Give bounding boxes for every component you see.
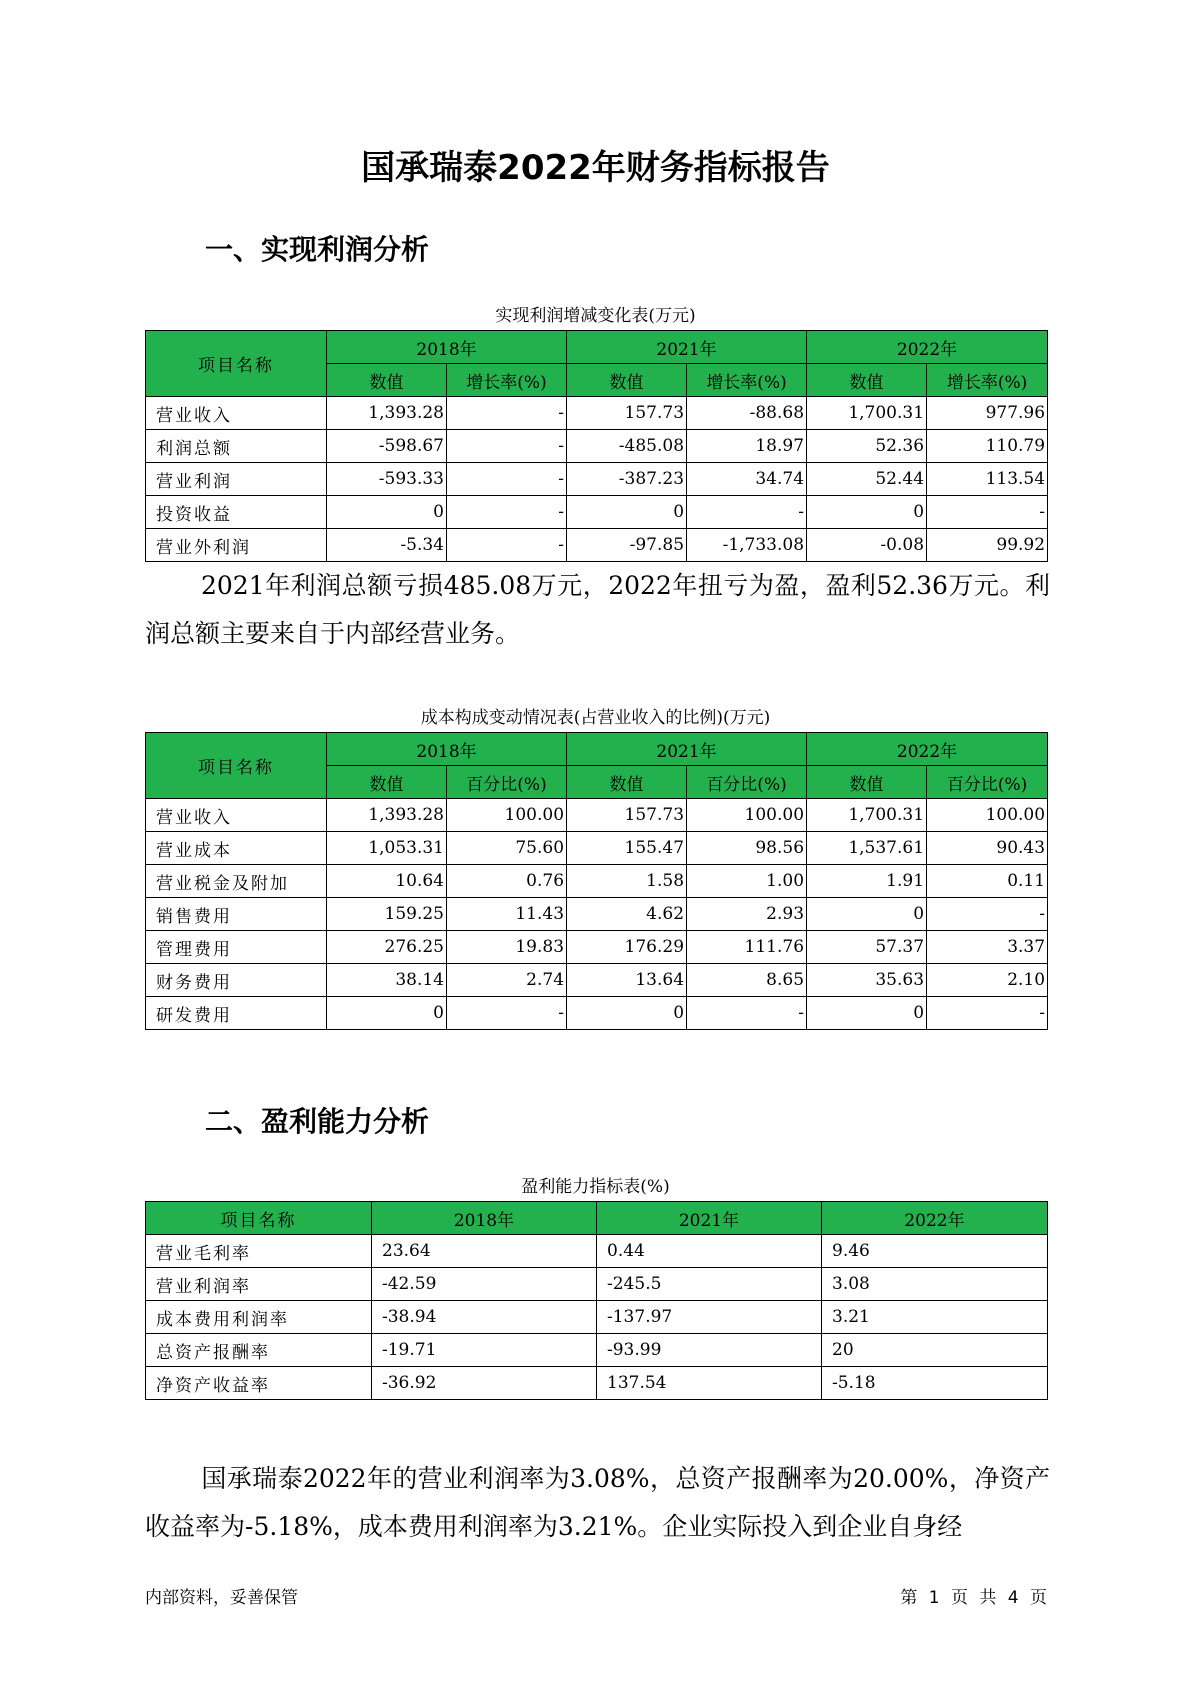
header-sub: 数值	[567, 364, 687, 397]
profitability-table	[145, 1201, 1048, 1400]
table-cell: 0	[567, 997, 687, 1030]
table-cell: 110.79	[927, 430, 1048, 463]
table-cell: 100.00	[927, 799, 1048, 832]
table-body	[146, 799, 1048, 1030]
header-sub: 数值	[567, 766, 687, 799]
table-body	[146, 397, 1048, 562]
table-cell: -5.34	[327, 529, 447, 562]
table-cell: -	[447, 997, 567, 1030]
header-sub: 增长率(%)	[447, 364, 567, 397]
table-cell: 100.00	[447, 799, 567, 832]
cost-structure-table	[145, 732, 1048, 1030]
table-cell: 23.64	[372, 1235, 597, 1268]
table-cell: -42.59	[372, 1268, 597, 1301]
header-sub: 百分比(%)	[687, 766, 807, 799]
table-cell: -38.94	[372, 1301, 597, 1334]
table-cell: 0.44	[597, 1235, 822, 1268]
table-caption-cost-structure: 成本构成变动情况表(占营业收入的比例)(万元)	[420, 708, 771, 728]
table-row	[146, 799, 1048, 832]
table-cell: -97.85	[567, 529, 687, 562]
table-cell: 3.08	[822, 1268, 1048, 1301]
table-row	[146, 463, 1048, 496]
header-sub: 数值	[807, 766, 927, 799]
table-cell: 0.11	[927, 865, 1048, 898]
row-label: 财务费用	[146, 964, 327, 997]
row-label: 营业外利润	[146, 529, 327, 562]
table-cell: -88.68	[687, 397, 807, 430]
table-cell: 19.83	[447, 931, 567, 964]
table-cell: 1,537.61	[807, 832, 927, 865]
table-cell: 1.91	[807, 865, 927, 898]
table-cell: 52.36	[807, 430, 927, 463]
table-row	[146, 1301, 1048, 1334]
header-item-name: 项目名称	[146, 733, 327, 799]
table-row	[146, 997, 1048, 1030]
table-cell: 1,053.31	[327, 832, 447, 865]
table-row	[146, 1268, 1048, 1301]
row-label: 净资产收益率	[146, 1367, 372, 1400]
table-caption-profit-change: 实现利润增减变化表(万元)	[495, 306, 696, 326]
table-cell: 1.58	[567, 865, 687, 898]
row-label: 营业收入	[146, 799, 327, 832]
row-label: 利润总额	[146, 430, 327, 463]
table-cell: 2.10	[927, 964, 1048, 997]
table-row	[146, 1367, 1048, 1400]
header-item-name: 项目名称	[146, 331, 327, 397]
table-cell: -245.5	[597, 1268, 822, 1301]
table-cell: 20	[822, 1334, 1048, 1367]
table-cell: -485.08	[567, 430, 687, 463]
header-year: 2018年	[327, 733, 567, 766]
header-year: 2021年	[567, 733, 807, 766]
row-label: 营业利润	[146, 463, 327, 496]
header-year: 2018年	[372, 1202, 597, 1235]
table-cell: -19.71	[372, 1334, 597, 1367]
table-cell: 90.43	[927, 832, 1048, 865]
table-row	[146, 1334, 1048, 1367]
table-cell: 0	[807, 496, 927, 529]
table-cell: 2.74	[447, 964, 567, 997]
row-label: 成本费用利润率	[146, 1301, 372, 1334]
header-sub: 百分比(%)	[927, 766, 1048, 799]
table-cell: 157.73	[567, 397, 687, 430]
table-row	[146, 865, 1048, 898]
table-cell: 10.64	[327, 865, 447, 898]
table-cell: 2.93	[687, 898, 807, 931]
table-cell: 57.37	[807, 931, 927, 964]
table-cell: 0.76	[447, 865, 567, 898]
header-sub: 增长率(%)	[927, 364, 1048, 397]
table-row	[146, 931, 1048, 964]
table-cell: -	[447, 463, 567, 496]
table-cell: 99.92	[927, 529, 1048, 562]
table-cell: -93.99	[597, 1334, 822, 1367]
row-label: 营业税金及附加	[146, 865, 327, 898]
table-cell: 1,393.28	[327, 799, 447, 832]
footer-page-number: 第 1 页 共 4 页	[900, 1588, 1047, 1608]
table-cell: 159.25	[327, 898, 447, 931]
table-row	[146, 496, 1048, 529]
table-cell: 176.29	[567, 931, 687, 964]
table-cell: 8.65	[687, 964, 807, 997]
table-cell: 1,700.31	[807, 799, 927, 832]
header-item-name: 项目名称	[146, 1202, 372, 1235]
table-cell: 3.21	[822, 1301, 1048, 1334]
table-cell: 0	[327, 496, 447, 529]
row-label: 投资收益	[146, 496, 327, 529]
header-sub: 数值	[327, 766, 447, 799]
document-title: 国承瑞泰2022年财务指标报告	[361, 148, 830, 188]
table-caption-profitability: 盈利能力指标表(%)	[521, 1177, 670, 1197]
table-cell: -0.08	[807, 529, 927, 562]
profit-change-table	[145, 330, 1048, 562]
table-cell: 4.62	[567, 898, 687, 931]
table-cell: -	[447, 397, 567, 430]
profitability-paragraph	[145, 1455, 1050, 1551]
profit-analysis-paragraph	[145, 562, 1050, 658]
table-cell: 111.76	[687, 931, 807, 964]
table-cell: -	[447, 430, 567, 463]
table-cell: -	[447, 496, 567, 529]
header-year: 2021年	[567, 331, 807, 364]
table-cell: 35.63	[807, 964, 927, 997]
table-row	[146, 397, 1048, 430]
paragraph-text: 2021年利润总额亏损485.08万元，2022年扭亏为盈，盈利52.36万元。利润总额主要来自于内部经营业务。	[145, 571, 1050, 648]
table-row	[146, 430, 1048, 463]
row-label: 营业毛利率	[146, 1235, 372, 1268]
table-cell: -	[447, 529, 567, 562]
table-cell: -	[687, 496, 807, 529]
table-body	[146, 1235, 1048, 1400]
table-cell: 52.44	[807, 463, 927, 496]
table-cell: -	[687, 997, 807, 1030]
header-sub: 数值	[327, 364, 447, 397]
table-cell: 1,700.31	[807, 397, 927, 430]
table-cell: 1,393.28	[327, 397, 447, 430]
table-row	[146, 529, 1048, 562]
table-cell: 18.97	[687, 430, 807, 463]
table-cell: 9.46	[822, 1235, 1048, 1268]
header-year: 2022年	[807, 733, 1048, 766]
row-label: 营业利润率	[146, 1268, 372, 1301]
header-year: 2022年	[807, 331, 1048, 364]
table-row	[146, 964, 1048, 997]
paragraph-text: 国承瑞泰2022年的营业利润率为3.08%，总资产报酬率为20.00%，净资产收益率为-5.18%，成本费用利润率为3.21%。企业实际投入到企业自身经	[145, 1464, 1050, 1541]
table-cell: -1,733.08	[687, 529, 807, 562]
row-label: 总资产报酬率	[146, 1334, 372, 1367]
footer-confidential-note: 内部资料，妥善保管	[145, 1588, 298, 1608]
row-label: 管理费用	[146, 931, 327, 964]
table-cell: 75.60	[447, 832, 567, 865]
row-label: 营业收入	[146, 397, 327, 430]
table-cell: 11.43	[447, 898, 567, 931]
table-cell: -598.67	[327, 430, 447, 463]
table-cell: 34.74	[687, 463, 807, 496]
table-cell: -593.33	[327, 463, 447, 496]
header-sub: 百分比(%)	[447, 766, 567, 799]
row-label: 研发费用	[146, 997, 327, 1030]
table-cell: 276.25	[327, 931, 447, 964]
table-cell: -137.97	[597, 1301, 822, 1334]
row-label: 销售费用	[146, 898, 327, 931]
table-cell: -5.18	[822, 1367, 1048, 1400]
table-cell: 137.54	[597, 1367, 822, 1400]
table-cell: -	[927, 898, 1048, 931]
table-row	[146, 1235, 1048, 1268]
section-heading-profitability: 二、盈利能力分析	[205, 1105, 430, 1138]
table-cell: 0	[807, 997, 927, 1030]
table-cell: -387.23	[567, 463, 687, 496]
header-year: 2022年	[822, 1202, 1048, 1235]
table-cell: 38.14	[327, 964, 447, 997]
table-row	[146, 832, 1048, 865]
table-cell: -	[927, 997, 1048, 1030]
header-sub: 增长率(%)	[687, 364, 807, 397]
table-cell: 1.00	[687, 865, 807, 898]
table-cell: 155.47	[567, 832, 687, 865]
table-cell: 3.37	[927, 931, 1048, 964]
header-year: 2018年	[327, 331, 567, 364]
table-cell: -36.92	[372, 1367, 597, 1400]
table-cell: 113.54	[927, 463, 1048, 496]
table-cell: 157.73	[567, 799, 687, 832]
section-heading-profit: 一、实现利润分析	[205, 233, 430, 266]
table-cell: 13.64	[567, 964, 687, 997]
row-label: 营业成本	[146, 832, 327, 865]
table-cell: 98.56	[687, 832, 807, 865]
table-cell: -	[927, 496, 1048, 529]
table-cell: 977.96	[927, 397, 1048, 430]
table-cell: 100.00	[687, 799, 807, 832]
table-cell: 0	[807, 898, 927, 931]
table-cell: 0	[567, 496, 687, 529]
table-row	[146, 898, 1048, 931]
header-sub: 数值	[807, 364, 927, 397]
table-cell: 0	[327, 997, 447, 1030]
header-year: 2021年	[597, 1202, 822, 1235]
